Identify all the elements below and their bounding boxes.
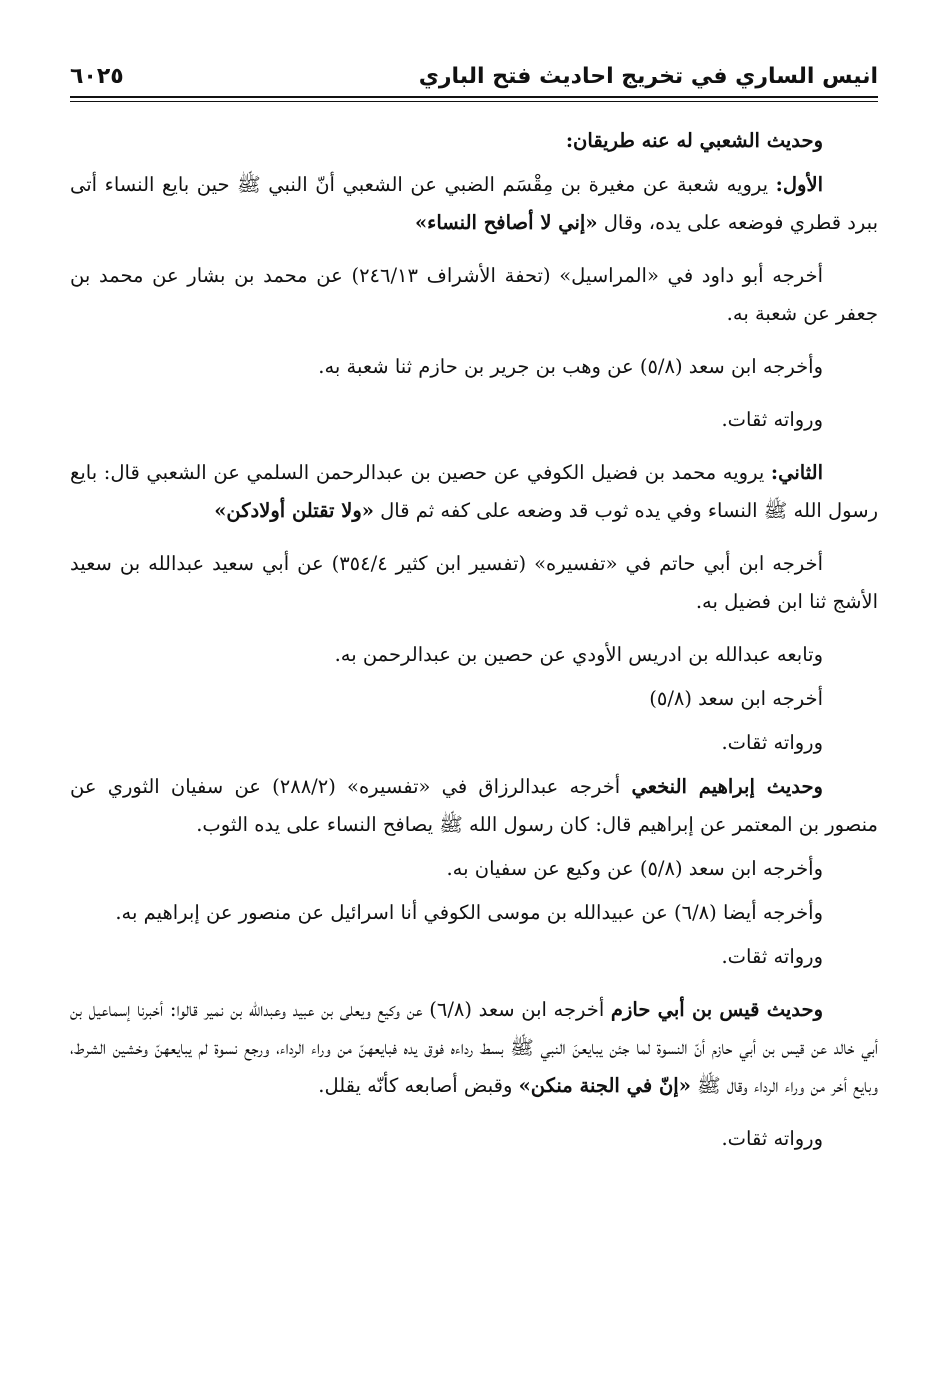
paragraph-text-after: وقبض أصابعه كأنّه يقلل. bbox=[318, 1074, 519, 1097]
paragraph bbox=[70, 401, 878, 439]
paragraph bbox=[70, 768, 878, 844]
paragraph bbox=[70, 454, 878, 530]
header-rule bbox=[70, 96, 878, 102]
book-title: انيس الساري في تخريج احاديث فتح الباري bbox=[418, 64, 878, 89]
paragraph-text: يرويه شعبة عن مغيرة بن مِقْسَم الضبي عن الشعبي أنّ النبي ﷺ حين بايع النساء أتى ببرد قطري فوضعه على يده، وقال bbox=[70, 173, 878, 234]
paragraph-lead: الثاني: bbox=[770, 461, 823, 484]
paragraph bbox=[70, 991, 878, 1105]
paragraph bbox=[70, 938, 878, 976]
paragraph bbox=[70, 724, 878, 762]
paragraph bbox=[70, 894, 878, 932]
paragraph bbox=[70, 257, 878, 333]
quoted-hadith: «إنّ في الجنة منكن» bbox=[518, 1074, 691, 1097]
paragraph bbox=[70, 545, 878, 621]
paragraph-text: وأخرجه أيضا (٦/٨) عن عبيدالله بن موسى الكوفي أنا اسرائيل عن منصور عن إبراهيم به. bbox=[115, 901, 823, 924]
paragraph-text: ورواته ثقات. bbox=[721, 408, 823, 431]
paragraph bbox=[70, 348, 878, 386]
paragraph-text: أخرجه ابن أبي حاتم في «تفسيره» (تفسير ابن كثير ٣٥٤/٤) عن أبي سعيد عبدالله بن سعيد الأشج ثنا ابن فضيل به. bbox=[70, 552, 878, 613]
paragraph-text: وتابعه عبدالله بن ادريس الأودي عن حصين بن عبدالرحمن به. bbox=[334, 643, 823, 666]
paragraph bbox=[70, 636, 878, 674]
book-page bbox=[70, 56, 878, 1366]
quoted-hadith: «ولا تقتلن أولادكن» bbox=[214, 499, 374, 522]
page-body bbox=[70, 122, 878, 1158]
paragraph bbox=[70, 850, 878, 888]
running-header bbox=[70, 56, 878, 92]
paragraph-lead: وحديث إبراهيم النخعي bbox=[631, 775, 823, 798]
paragraph-text: ورواته ثقات. bbox=[721, 1127, 823, 1150]
quoted-hadith: «إني لا أصافح النساء» bbox=[414, 211, 598, 234]
paragraph-text: أخرجه أبو داود في «المراسيل» (تحفة الأشراف ٢٤٦/١٣) عن محمد بن بشار عن محمد بن جعفر عن شعبة به. bbox=[70, 264, 878, 325]
paragraph bbox=[70, 166, 878, 242]
paragraph-text: أخرجه ابن سعد (٦/٨) عن وكيع ويعلى بن عبيد وعبدالله بن نمير قالوا: أخبرنا إسماعيل بن أبي خالد عن قيس بن أبي حازم أنّ النسوة لما جئن يبايعنَ النبي ﷺ بسط رداءه فوق يده فبايعهنّ من وراء الرداء، ورجع نسوة لم يبايعهنّ وخشين الشرط، وبايع أخر من وراء الرداء وقال ﷺ bbox=[70, 998, 878, 1097]
paragraph bbox=[70, 1120, 878, 1158]
paragraph-text: وأخرجه ابن سعد (٥/٨) عن وكيع عن سفيان به. bbox=[446, 857, 823, 880]
paragraph-text: أخرجه ابن سعد (٥/٨) bbox=[649, 687, 823, 710]
paragraph-text: يرويه محمد بن فضيل الكوفي عن حصين بن عبدالرحمن السلمي عن الشعبي قال: بايع رسول الله ﷺ النساء وفي يده ثوب قد وضعه على كفه ثم قال bbox=[70, 461, 878, 522]
paragraph-lead: الأول: bbox=[775, 173, 823, 196]
paragraph-text: أخرجه عبدالرزاق في «تفسيره» (٢٨٨/٢) عن سفيان الثوري عن منصور بن المعتمر عن إبراهيم قال: كان رسول الله ﷺ يصافح النساء على يده الثوب. bbox=[70, 775, 878, 836]
paragraph-lead: وحديث قيس بن أبي حازم bbox=[610, 998, 824, 1021]
paragraph-text: ورواته ثقات. bbox=[721, 731, 823, 754]
paragraph bbox=[70, 122, 878, 160]
section-heading: وحديث الشعبي له عنه طريقان: bbox=[565, 129, 823, 152]
page-number: ٦٠٢٥ bbox=[70, 64, 124, 89]
paragraph-text: ورواته ثقات. bbox=[721, 945, 823, 968]
paragraph bbox=[70, 680, 878, 718]
paragraph-text: وأخرجه ابن سعد (٥/٨) عن وهب بن جرير بن حازم ثنا شعبة به. bbox=[318, 355, 823, 378]
